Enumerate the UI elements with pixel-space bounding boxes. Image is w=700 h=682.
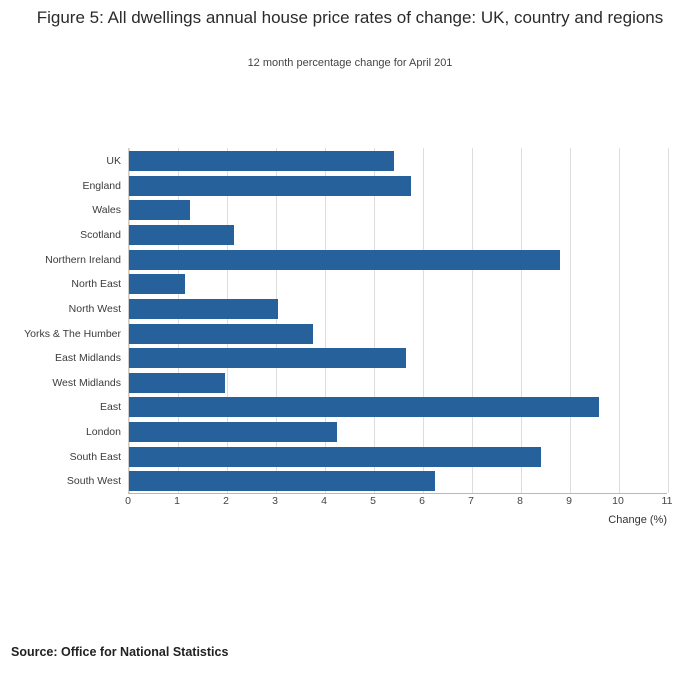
category-label: West Midlands xyxy=(52,376,121,389)
x-tick-label: 8 xyxy=(517,495,523,507)
chart-title: Figure 5: All dwellings annual house price rates of change: UK, country and regions xyxy=(36,8,664,27)
x-tick-label: 0 xyxy=(125,495,131,507)
bar[interactable] xyxy=(129,422,337,442)
x-tick-label: 2 xyxy=(223,495,229,507)
x-tick-label: 6 xyxy=(419,495,425,507)
bar[interactable] xyxy=(129,200,190,220)
category-label: North East xyxy=(71,278,121,291)
x-tick-label: 11 xyxy=(661,495,673,507)
bar[interactable] xyxy=(129,348,406,368)
bar[interactable] xyxy=(129,471,435,491)
x-tick-label: 10 xyxy=(612,495,624,507)
bar-row xyxy=(24,321,668,346)
gridline xyxy=(668,148,669,493)
bar[interactable] xyxy=(129,447,541,467)
bar[interactable] xyxy=(129,176,411,196)
category-label: Yorks & The Humber xyxy=(24,327,121,340)
bar[interactable] xyxy=(129,299,278,319)
x-tick-label: 9 xyxy=(566,495,572,507)
x-axis-title: Change (%) xyxy=(608,514,667,526)
bar[interactable] xyxy=(129,324,313,344)
x-tick-label: 3 xyxy=(272,495,278,507)
bar-row xyxy=(66,468,668,493)
bar-row xyxy=(80,222,668,247)
category-label: South West xyxy=(66,475,121,488)
x-tick-label: 1 xyxy=(174,495,180,507)
bar-row xyxy=(69,444,668,469)
category-label: East Midlands xyxy=(55,352,121,365)
bar[interactable] xyxy=(129,373,225,393)
bar-row xyxy=(71,271,668,296)
category-label: England xyxy=(82,179,121,192)
category-label: Wales xyxy=(92,204,121,217)
category-label: London xyxy=(85,426,121,439)
x-tick-label: 4 xyxy=(321,495,327,507)
bar[interactable] xyxy=(129,397,599,417)
bar-row xyxy=(106,148,668,173)
category-label: East xyxy=(99,401,121,414)
chart-subtitle: 12 month percentage change for April 201 xyxy=(247,57,453,69)
bar-row xyxy=(68,296,668,321)
bar-row xyxy=(99,394,668,419)
bar-row xyxy=(52,370,668,395)
x-tick-label: 7 xyxy=(468,495,474,507)
category-label: South East xyxy=(69,450,121,463)
bar[interactable] xyxy=(129,225,234,245)
bar[interactable] xyxy=(129,151,394,171)
bar[interactable] xyxy=(129,250,560,270)
source-note: Source: Office for National Statistics xyxy=(11,645,229,659)
category-label: UK xyxy=(106,155,121,167)
category-label: Scotland xyxy=(80,228,121,241)
category-label: Northern Ireland xyxy=(45,253,121,266)
x-tick-label: 5 xyxy=(370,495,376,507)
bar[interactable] xyxy=(129,274,185,294)
bar-row xyxy=(55,345,668,370)
x-axis-line xyxy=(128,493,667,494)
category-label: North West xyxy=(68,302,121,315)
bar-row xyxy=(82,173,668,198)
bar-row xyxy=(85,419,668,444)
bar-row xyxy=(45,247,668,272)
bar-row xyxy=(92,197,668,222)
plot-area xyxy=(24,148,667,493)
